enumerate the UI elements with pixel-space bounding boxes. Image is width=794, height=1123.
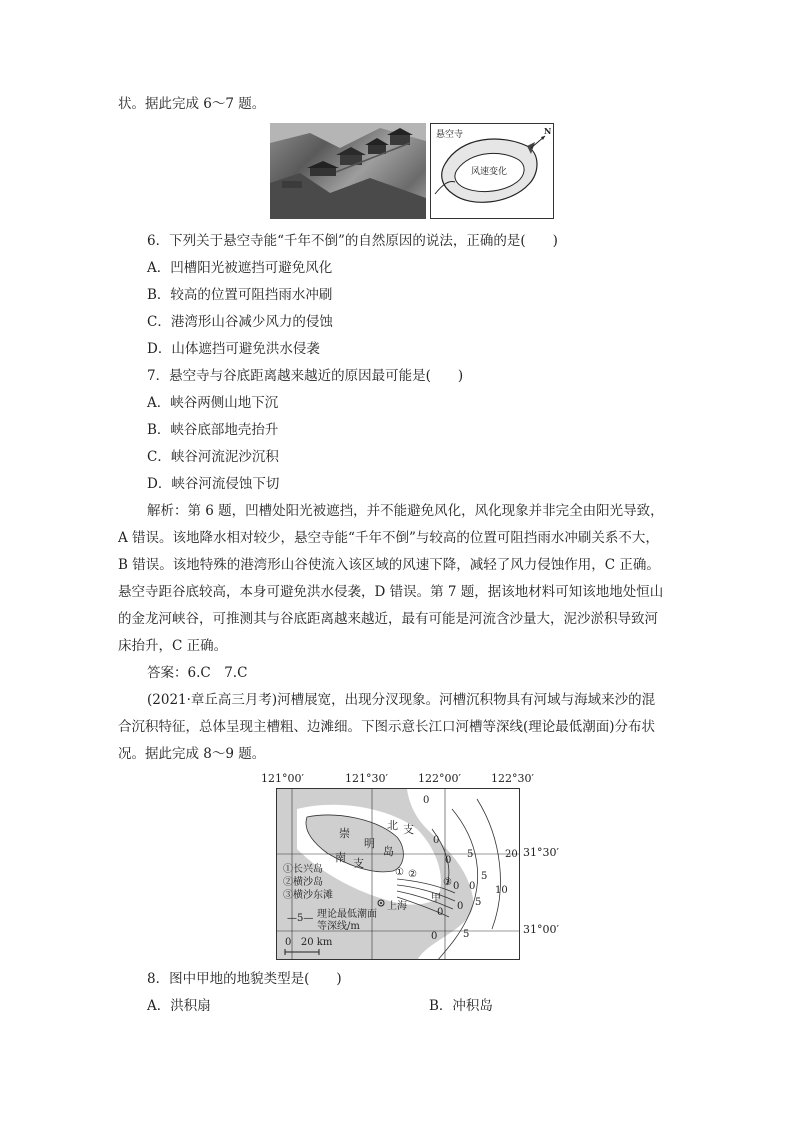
analysis-line-6: 床抬升，C 正确。 (118, 638, 228, 654)
lon-label-1: 121°00′ (261, 772, 304, 785)
map-marker-1: ① (395, 867, 404, 878)
lat-label-1: 31°30′ (523, 846, 559, 859)
q7-stem: 7．悬空寺与谷底距离越来越近的原因最可能是( ) (147, 368, 464, 384)
depth-9: 10 (495, 885, 508, 896)
wind-speed-diagram (430, 123, 554, 219)
depth-7: 5 (481, 871, 488, 882)
analysis-line-4: 悬空寺距谷底较高，本身可避免洪水侵袭，D 错误。第 7 题，据该地材料可知该地地处恒山 (118, 584, 664, 600)
lon-label-4: 122°30′ (491, 772, 534, 785)
island-char-3: 岛 (383, 845, 394, 858)
analysis-line-1: 解析：第 6 题，凹槽处阳光被遮挡，并不能避免风化，风化现象并非完全由阳光导致， (147, 503, 664, 519)
q7-option-c: C．峡谷河流泥沙沉积 (147, 449, 279, 465)
q6-option-b: B．较高的位置可阻挡雨水冲刷 (147, 287, 333, 303)
q7-option-b: B．峡谷底部地壳抬升 (147, 422, 279, 438)
analysis-line-3: B 错误。该地特殊的港湾形山谷使流入该区域的风速下降，减轻了风力侵蚀作用，C 正确。 (118, 557, 660, 573)
depth-14: 0 (431, 931, 438, 942)
legend-hengsha: ②横沙岛 (283, 877, 323, 888)
depth-5: 0 (453, 881, 460, 892)
q6-option-c: C．港湾形山谷减少风力的侵蚀 (147, 314, 333, 330)
scale-label: 0 20 km (285, 937, 333, 948)
depth-6: 0 (469, 881, 476, 892)
lat-label-2: 31°00′ (523, 923, 559, 936)
intro-tail: 状。据此完成 6～7 题。 (118, 96, 266, 112)
depth-12: 0 (437, 907, 444, 918)
depth-10: 5 (475, 897, 482, 908)
depth-8: 20 (505, 849, 518, 860)
contour-sample: —5— (287, 913, 314, 924)
q8-stem: 8．图中甲地的地貌类型是( ) (147, 971, 342, 987)
answer: 答案：6.C 7.C (147, 665, 248, 681)
map-marker-2: ② (408, 869, 417, 880)
figure-xuankong-temple (270, 123, 554, 219)
passage2-line-2: 合沉积特征，总体呈现主槽粗、边滩细。下图示意长江口河槽等深线(理论最低潮面)分布状 (118, 719, 656, 735)
temple-photo (270, 123, 426, 219)
depth-2: 0 (433, 835, 440, 846)
temple-photo-art (270, 123, 426, 219)
island-char-2: 明 (364, 837, 375, 850)
lon-label-3: 122°00′ (418, 772, 461, 785)
south-branch-2: 支 (353, 857, 364, 870)
lon-label-2: 121°30′ (345, 772, 388, 785)
north-branch-1: 北 (387, 819, 398, 832)
q6-stem: 6．下列关于悬空寺能“千年不倒”的自然原因的说法，正确的是( ) (147, 233, 558, 249)
yangtze-estuary-map (276, 788, 520, 960)
depth-11: 0 (457, 901, 464, 912)
label-temple: 悬空寺 (436, 130, 464, 140)
q8-option-a: A．洪积扇 (147, 998, 211, 1014)
q6-option-d: D．山体遮挡可避免洪水侵袭 (147, 341, 320, 357)
label-wind-change: 风速变化 (471, 167, 508, 177)
label-north: N (544, 126, 552, 136)
analysis-line-5: 的金龙河峡谷，可推测其与谷底距离越来越近，最有可能是河流含沙量大，泥沙淤积导致河 (118, 611, 658, 627)
map-marker-3: ③ (443, 877, 452, 888)
passage2-line-3: 况。据此完成 8～9 题。 (118, 746, 266, 762)
contour-legend-2: 等深线/m (317, 921, 360, 932)
q6-option-a: A．凹槽阳光被遮挡可避免风化 (147, 260, 333, 276)
legend-changxing: ①长兴岛 (283, 864, 323, 875)
q7-option-d: D．峡谷河流侵蚀下切 (147, 476, 280, 492)
depth-4: 5 (467, 849, 474, 860)
q8-option-b: B．冲积岛 (429, 998, 493, 1014)
contour-legend-1: 理论最低潮面 (317, 909, 377, 920)
south-branch-1: 南 (335, 851, 346, 864)
legend-hengsha-east: ③横沙东滩 (283, 890, 333, 901)
city-shanghai: 上海 (387, 901, 407, 912)
q7-option-a: A．峡谷两侧山地下沉 (147, 395, 279, 411)
north-branch-2: 支 (403, 823, 414, 836)
depth-3: 0 (445, 855, 452, 866)
passage2-line-1: (2021·章丘高三月考)河槽展宽，出现分汊现象。河槽沉积物具有河域与海域来沙的混 (147, 692, 656, 708)
depth-13: 5 (463, 929, 470, 940)
depth-1: 0 (423, 795, 430, 806)
island-char-1: 崇 (339, 827, 350, 840)
map-jia: 甲 (431, 893, 441, 904)
analysis-line-2: A 错误。该地降水相对较少，悬空寺能“千年不倒”与较高的位置可阻挡雨水冲刷关系不大， (118, 530, 659, 546)
